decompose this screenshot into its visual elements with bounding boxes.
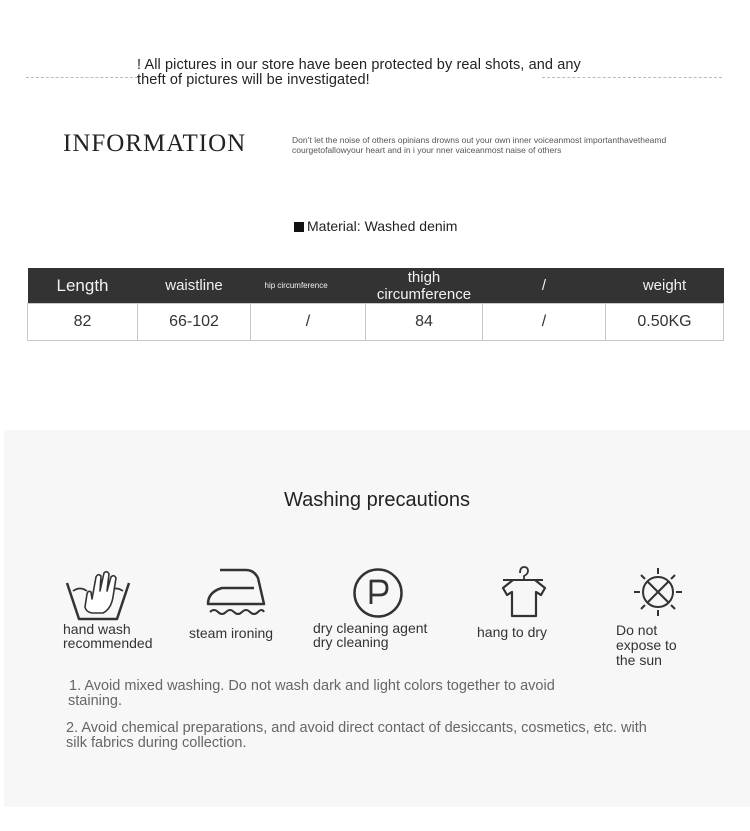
note-1-line2: staining. [68,693,123,709]
dry-clean-label-line2: dry cleaning [313,634,389,650]
note-1-line1: 1. Avoid mixed washing. Do not wash dark and light colors together to avoid [69,678,555,694]
hand-wash-item [64,567,132,621]
material-line [294,218,457,234]
washing-note-2 [66,721,726,751]
washing-title: Washing precautions [283,489,471,511]
information-heading: INFORMATION [63,130,247,157]
header-length: Length [28,268,138,304]
cell-hip: / [251,304,366,341]
header-waistline: waistline [138,268,251,304]
dry-clean-label [313,621,427,649]
header-slash: / [483,268,606,304]
no-sun-label-line1: Do not [616,622,658,638]
dry-clean-p-icon [352,567,404,619]
iron-icon [206,566,266,618]
header-hip-circumference: hip circumference [251,268,366,304]
no-sun-label-line2: expose to [616,637,677,653]
steam-iron-item [206,566,266,618]
cell-slash: / [483,304,606,341]
hang-dry-item [499,564,547,618]
notice-line-2: theft of pictures will be investigated! [137,72,370,88]
size-table [27,268,724,341]
washing-panel [4,430,750,807]
hand-wash-label [63,622,153,650]
copyright-notice [137,58,627,88]
cell-weight: 0.50KG [606,304,724,341]
header-weight: weight [606,268,724,304]
washing-note-1 [68,679,708,709]
hand-wash-icon [64,567,132,621]
cell-length: 82 [28,304,138,341]
note-2-line1: 2. Avoid chemical preparations, and avoid direct contact of desiccants, cosmetics, etc. with [66,720,647,736]
hanger-shirt-icon [499,564,547,618]
hand-wash-label-line2: recommended [63,635,153,651]
dry-clean-item [352,567,404,619]
information-subtitle: Don’t let the noise of others opinians drowns out your own inner voiceanmost importanthavetheamd courgetofallowyour heart and in i your nner vaiceanmost naise of others [292,135,667,155]
no-sun-icon [632,566,684,618]
steam-iron-label: steam ironing [189,625,274,641]
no-sun-item [632,566,684,618]
cell-thigh: 84 [366,304,483,341]
table-row [28,304,724,341]
note-2-line2: silk fabrics during collection. [66,735,247,751]
cell-waistline: 66-102 [138,304,251,341]
no-sun-label-line3: the sun [616,652,662,668]
hand-wash-label-line1: hand wash [63,621,131,637]
notice-divider-left [26,77,138,78]
notice-line-1: ! All pictures in our store have been protected by real shots, and any [137,57,581,73]
material-label: Material: Washed denim [307,218,458,234]
hang-dry-label: hang to dry [477,624,548,640]
no-sun-label [616,623,677,668]
square-bullet-icon [294,222,304,232]
dry-clean-label-line1: dry cleaning agent [313,620,428,636]
header-thigh-circumference: thigh circumference [366,268,483,304]
size-table-header-row [28,268,724,304]
